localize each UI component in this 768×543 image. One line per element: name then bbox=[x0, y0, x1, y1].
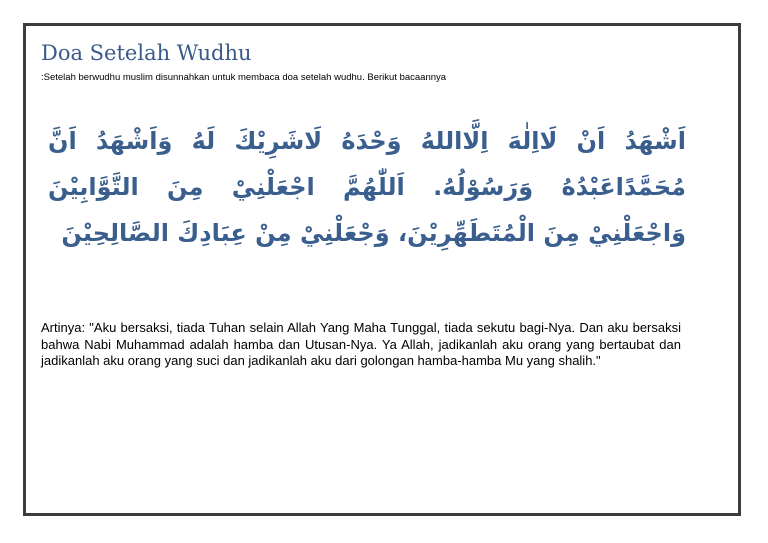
document-page bbox=[23, 23, 741, 516]
document-subtitle: :Setelah berwudhu muslim disunnahkan untuk membaca doa setelah wudhu. Berikut bacaannya bbox=[41, 72, 447, 83]
arabic-prayer-text: اَشْهَدُ اَنْ لَااِلٰهَ اِلَّااللهُ وَحْدَهُ لَاشَرِيْكَ لَهُ وَاَشْهَدُ اَنَّ مُحَمَّدًاعَبْدُهُ وَرَسُوْلُهُ. اَللّٰهُمَّ اجْعَلْنِيْ مِنَ التَّوَّابِيْنَ وَاجْعَلْنِيْ مِنَ الْمُتَطَهِّرِيْنَ، وَجْعَلْنِيْ مِنْ عِبَادِكَ الصَّالِحِيْنَ bbox=[48, 127, 686, 247]
document-title: Doa Setelah Wudhu bbox=[41, 41, 252, 65]
translation-paragraph: Artinya: "Aku bersaksi, tiada Tuhan selain Allah Yang Maha Tunggal, tiada sekutu bagi-Nya. Dan aku bersaksi bahwa Nabi Muhammad adalah hamba dan Utusan-Nya. Ya Allah, jadikanlah aku orang yang bertaubat dan jadikanlah aku orang yang suci dan jadikanlah aku dari golongan hamba-hamba Mu yang shalih." bbox=[41, 320, 681, 368]
